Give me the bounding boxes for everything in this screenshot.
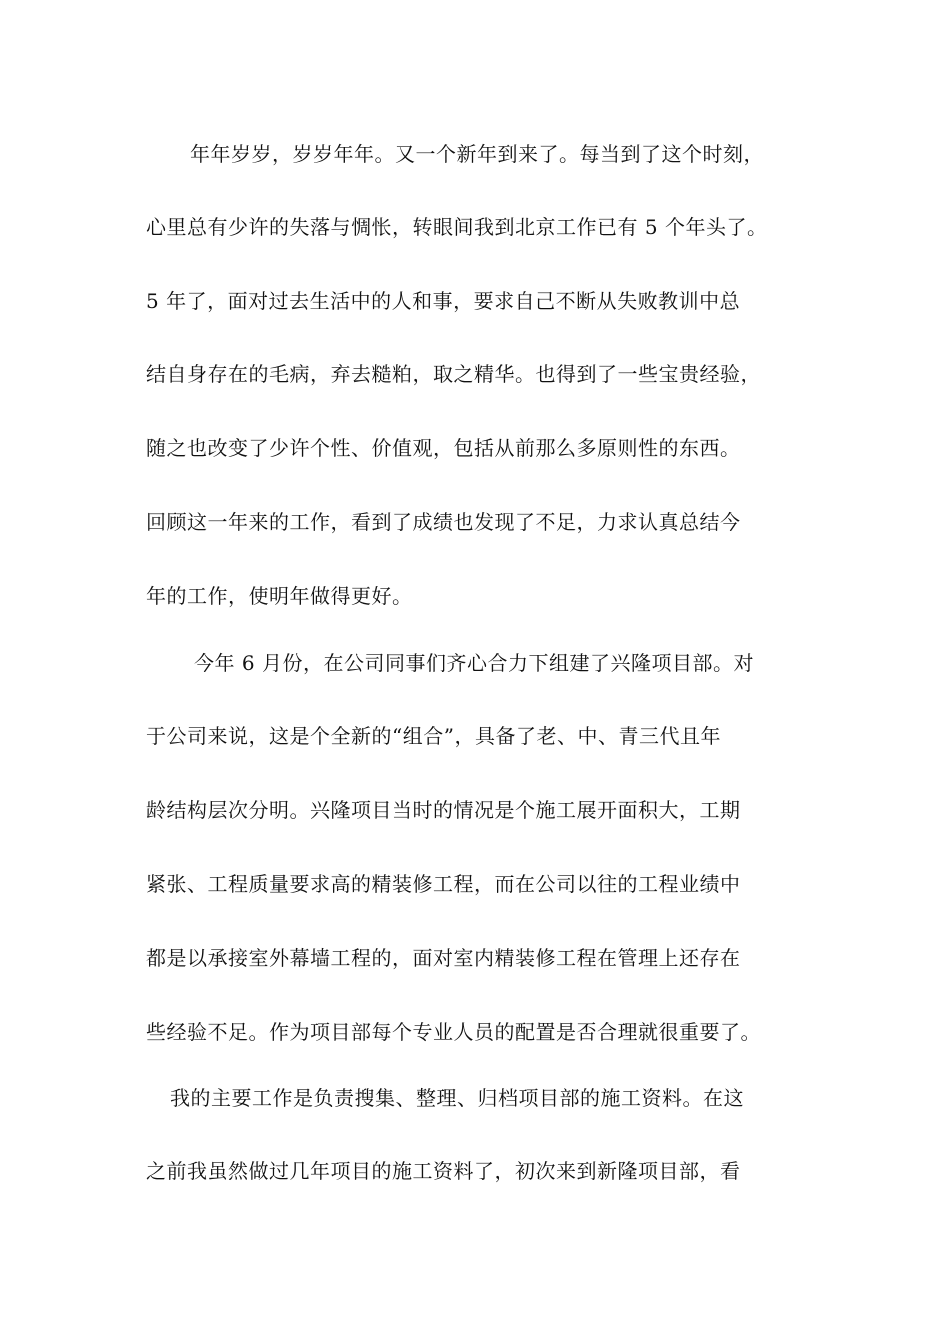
text-line-10: 龄结构层次分明。兴隆项目当时的情况是个施工展开面积大，工期 <box>146 798 741 822</box>
text-line-8: 今年 6 月份，在公司同事们齐心合力下组建了兴隆项目部。对 <box>194 651 754 675</box>
text-line-5: 随之也改变了少许个性、价值观，包括从前那么多原则性的东西。 <box>146 436 741 460</box>
text-line-15: 之前我虽然做过几年项目的施工资料了，初次来到新隆项目部，看 <box>146 1159 741 1183</box>
text-line-13: 些经验不足。作为项目部每个专业人员的配置是否合理就很重要了。 <box>146 1020 761 1044</box>
text-line-3: 5 年了，面对过去生活中的人和事，要求自己不断从失败教训中总 <box>146 289 741 313</box>
text-line-7: 年的工作，使明年做得更好。 <box>146 584 413 608</box>
text-line-2: 心里总有少许的失落与惆怅，转眼间我到北京工作已有 5 个年头了。 <box>146 215 768 239</box>
text-line-11: 紧张、工程质量要求高的精装修工程，而在公司以往的工程业绩中 <box>146 872 741 896</box>
text-line-12: 都是以承接室外幕墙工程的，面对室内精装修工程在管理上还存在 <box>146 946 741 970</box>
text-line-14: 我的主要工作是负责搜集、整理、归档项目部的施工资料。在这 <box>170 1086 744 1110</box>
text-line-9: 于公司来说，这是个全新的“组合”，具备了老、中、青三代且年 <box>146 724 721 748</box>
text-line-1: 年年岁岁，岁岁年年。又一个新年到来了。每当到了这个时刻， <box>190 142 764 166</box>
text-line-6: 回顾这一年来的工作，看到了成绩也发现了不足，力求认真总结今 <box>146 510 741 534</box>
text-line-4: 结自身存在的毛病，弃去糙粕，取之精华。也得到了一些宝贵经验， <box>146 362 761 386</box>
